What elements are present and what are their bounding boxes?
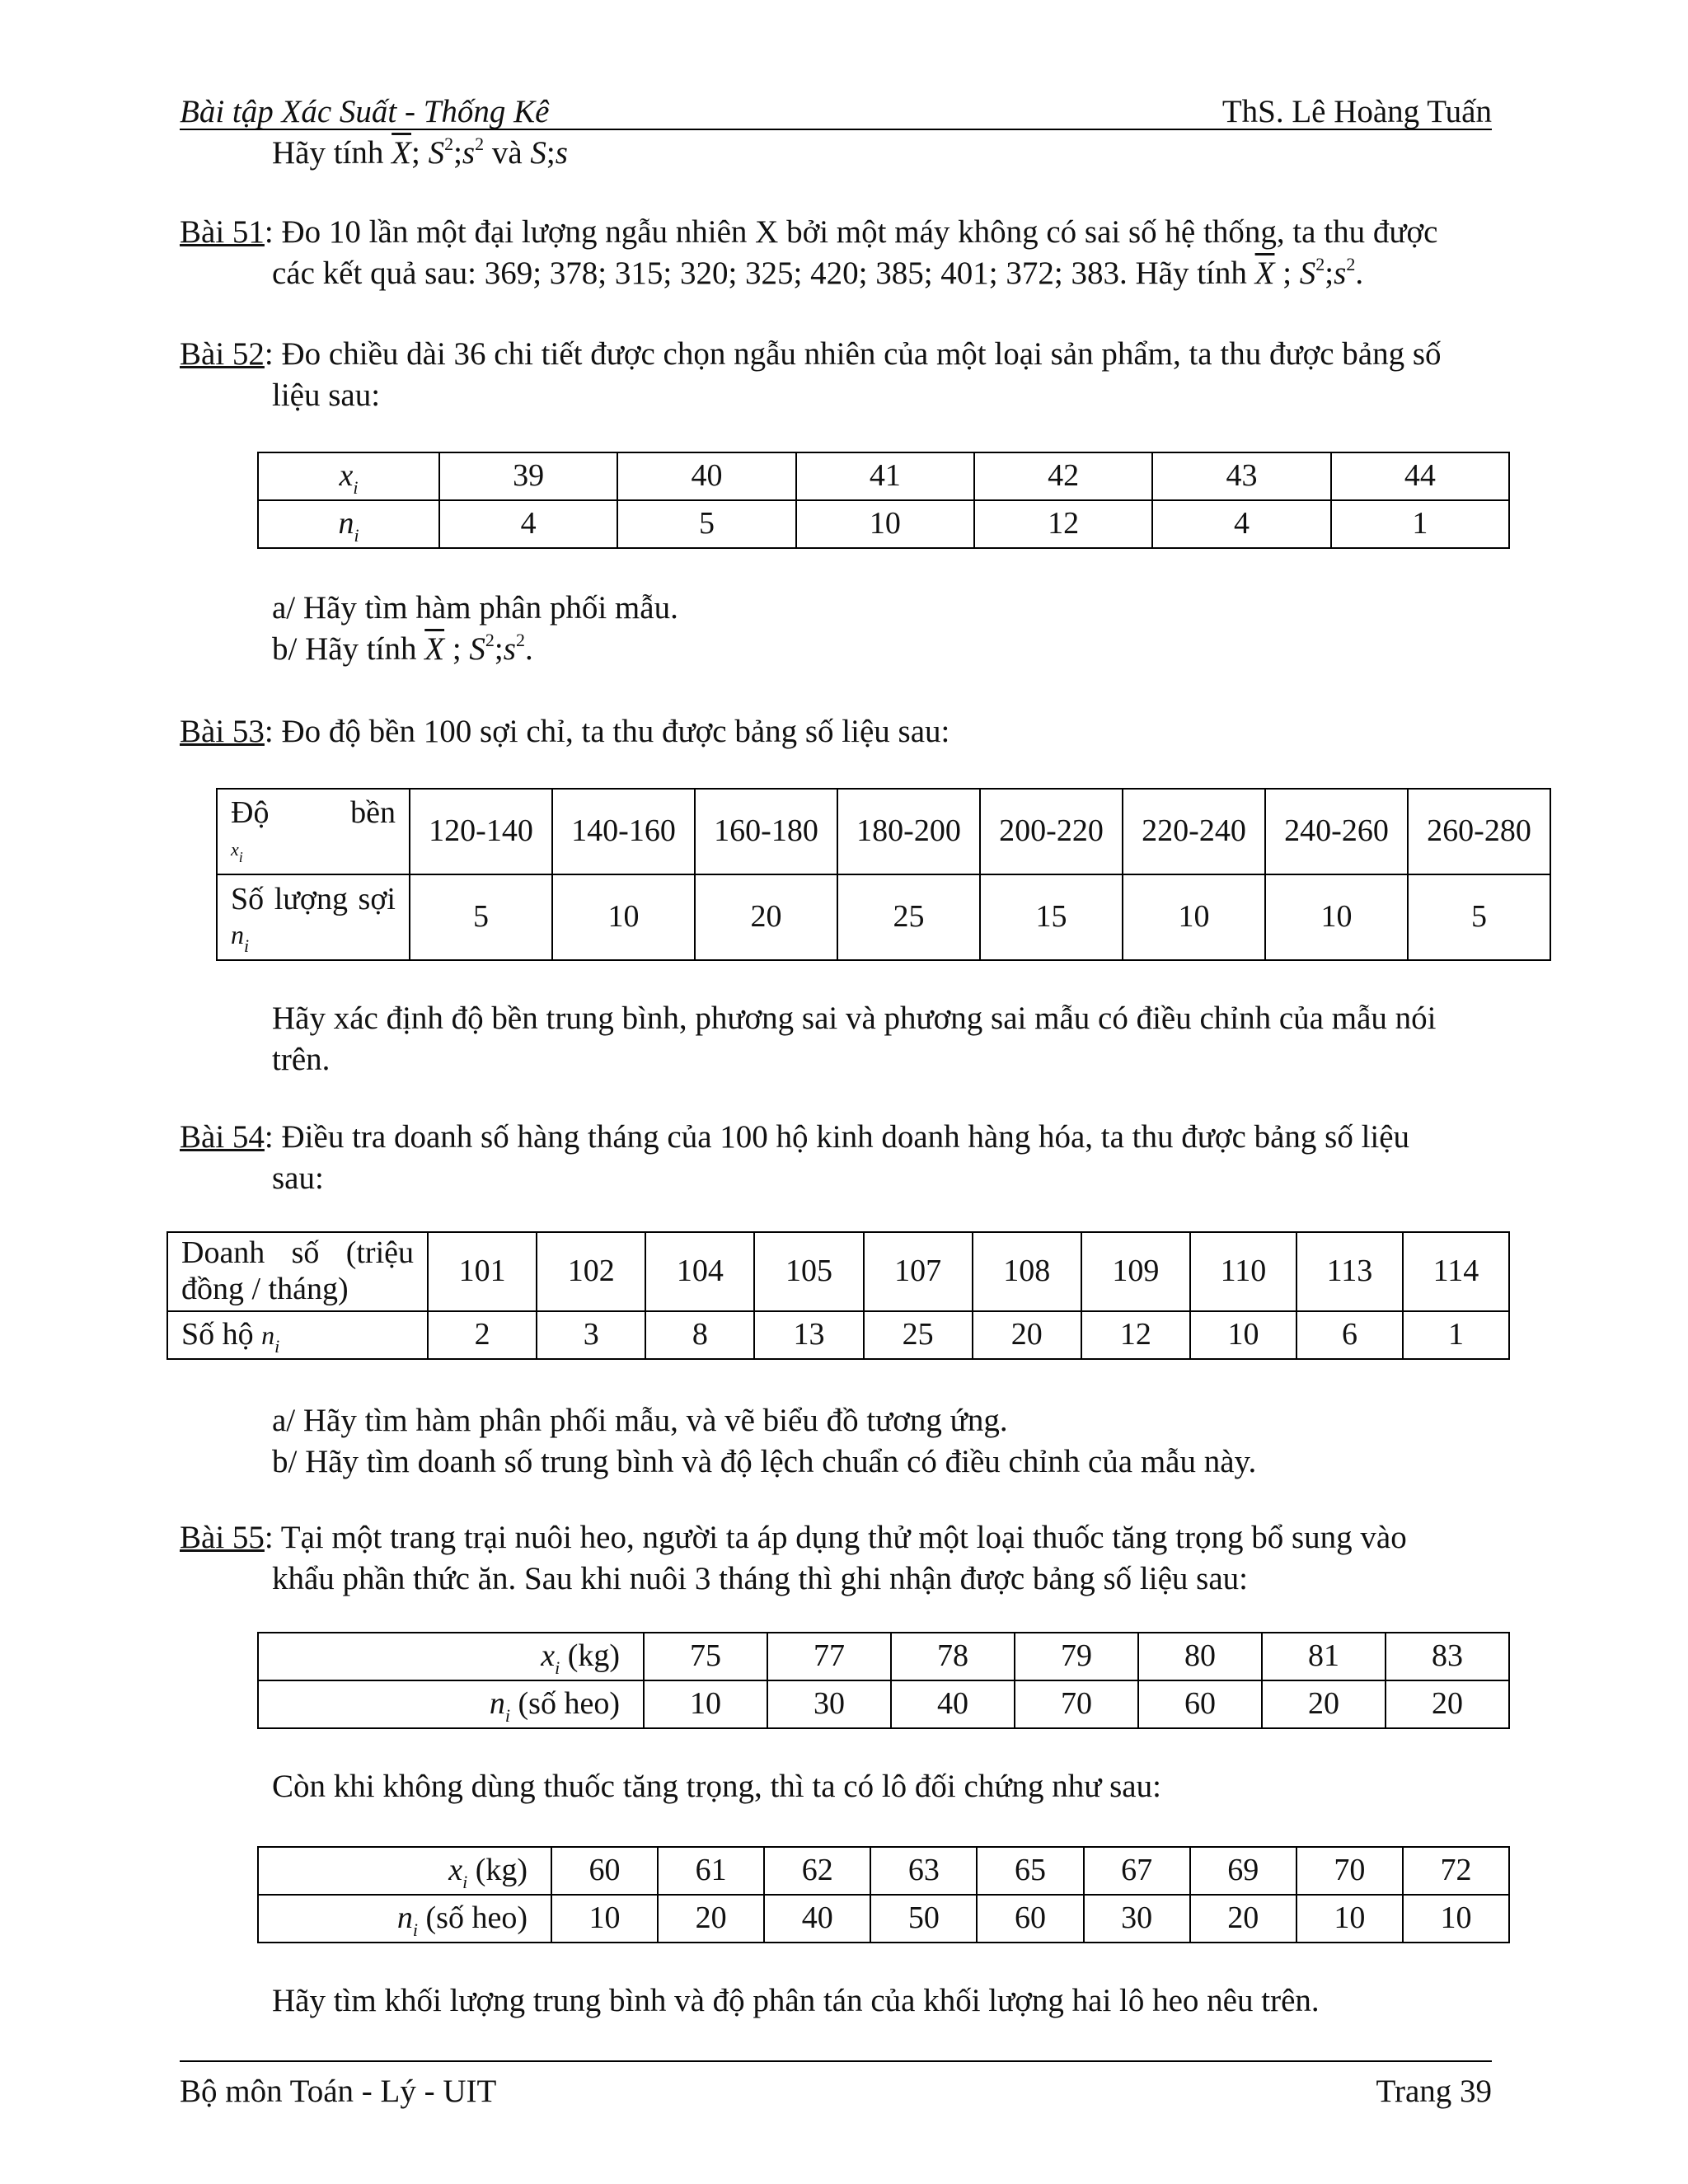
table-cell: 160-180	[695, 789, 837, 874]
table-cell: 2	[428, 1311, 537, 1359]
table-cell: 10	[1403, 1895, 1509, 1943]
b52-label: Bài 52	[180, 336, 265, 372]
table-cell: 79	[1015, 1633, 1138, 1680]
table-cell: 140-160	[552, 789, 695, 874]
table-cell: 70	[1296, 1847, 1403, 1895]
table-cell: 10	[1190, 1311, 1296, 1359]
table-cell: 12	[974, 500, 1152, 548]
b55-mid: Còn khi không dùng thuốc tăng trọng, thì ta có lô đối chứng như sau:	[272, 1769, 1161, 1804]
table-cell: 104	[645, 1232, 754, 1311]
b54-line2: sau:	[272, 1160, 324, 1196]
b53-q1: Hãy xác định độ bền trung bình, phương sai và phương sai mẫu có điều chỉnh của mẫu nói	[272, 1001, 1437, 1036]
table-cell: 30	[1084, 1895, 1190, 1943]
table-cell: 102	[537, 1232, 645, 1311]
table-cell: 13	[754, 1311, 863, 1359]
table-cell: 1	[1403, 1311, 1509, 1359]
top-line: Hãy tính $\overline{X}$; $S^2;s^2$ và S;s	[272, 134, 568, 171]
table-cell: 70	[1015, 1680, 1138, 1728]
table-cell: 50	[870, 1895, 977, 1943]
table-cell: 43	[1152, 452, 1330, 500]
table-cell: 62	[764, 1847, 870, 1895]
table-cell: 12	[1081, 1311, 1190, 1359]
table-cell: 72	[1403, 1847, 1509, 1895]
table-cell: 180-200	[837, 789, 980, 874]
table-cell: 220-240	[1123, 789, 1265, 874]
b53-q2: trên.	[272, 1042, 331, 1077]
b55-t2-row-n	[258, 1895, 1509, 1943]
table-cell: 40	[764, 1895, 870, 1943]
b55-q: Hãy tìm khối lượng trung bình và độ phân tán của khối lượng hai lô heo nêu trên.	[272, 1983, 1320, 2018]
table-cell: 41	[796, 452, 974, 500]
table-cell: 101	[428, 1232, 537, 1311]
table-cell: 113	[1296, 1232, 1403, 1311]
b55-t1-head-x: $x_i$ (kg)	[258, 1633, 644, 1680]
table-cell: 65	[977, 1847, 1083, 1895]
table-cell: 5	[410, 874, 552, 960]
table-cell: 83	[1386, 1633, 1509, 1680]
table-cell: 20	[1190, 1895, 1296, 1943]
b52-head-n: $n_i$	[258, 500, 439, 548]
table-cell: 10	[1265, 874, 1408, 960]
table-cell: 20	[695, 874, 837, 960]
table-cell: 1	[1331, 500, 1509, 548]
b55-line1: Bài 55: Tại một trang trại nuôi heo, người ta áp dụng thử một loại thuốc tăng trọng bổ sung vào	[180, 1520, 1407, 1555]
table-cell: 10	[1296, 1895, 1403, 1943]
table-cell: 4	[439, 500, 617, 548]
table-cell: 107	[864, 1232, 973, 1311]
table-cell: 61	[658, 1847, 764, 1895]
b55-table-control	[257, 1846, 1510, 1943]
b53-row-n	[217, 874, 1550, 960]
table-cell: 20	[973, 1311, 1081, 1359]
table-cell: 108	[973, 1232, 1081, 1311]
b52-qb: b/ Hãy tính $\overline{X}$ ; $S^2;s^2$.	[272, 630, 533, 667]
footer-department: Bộ môn Toán - Lý - UIT	[180, 2074, 497, 2109]
b53-head-x: Độ bền xi	[217, 789, 410, 874]
b54-head-x: Doanh số (triệu đồng / tháng)	[167, 1232, 428, 1311]
b55-line2: khẩu phần thức ăn. Sau khi nuôi 3 tháng thì ghi nhận được bảng số liệu sau:	[272, 1561, 1248, 1596]
table-cell: 5	[1408, 874, 1550, 960]
table-cell: 75	[644, 1633, 767, 1680]
b53-table	[216, 788, 1551, 961]
table-cell: 15	[980, 874, 1123, 960]
b55-label: Bài 55	[180, 1520, 265, 1555]
table-cell: 8	[645, 1311, 754, 1359]
header-title: Bài tập Xác Suất - Thống Kê	[180, 94, 550, 129]
b55-t2-row-x	[258, 1847, 1509, 1895]
table-cell: 81	[1262, 1633, 1386, 1680]
b52-row-x	[258, 452, 1509, 500]
table-cell: 67	[1084, 1847, 1190, 1895]
b51-line1: Bài 51: Đo 10 lần một đại lượng ngẫu nhiên X bởi một máy không có sai số hệ thống, ta thu được	[180, 214, 1438, 250]
b52-line2: liệu sau:	[272, 377, 381, 413]
table-cell: 120-140	[410, 789, 552, 874]
b54-label: Bài 54	[180, 1119, 265, 1155]
b52-row-n	[258, 500, 1509, 548]
b52-line1: Bài 52: Đo chiều dài 36 chi tiết được chọn ngẫu nhiên của một loại sản phẩm, ta thu được bảng số	[180, 336, 1442, 372]
table-cell: 30	[767, 1680, 891, 1728]
b54-head-n: Số hộ $n_i$	[167, 1311, 428, 1359]
table-cell: 20	[1262, 1680, 1386, 1728]
b54-line1: Bài 54: Điều tra doanh số hàng tháng của 100 hộ kinh doanh hàng hóa, ta thu được bảng số liệu	[180, 1119, 1410, 1155]
table-cell: 10	[1123, 874, 1265, 960]
table-cell: 20	[1386, 1680, 1509, 1728]
table-cell: 80	[1138, 1633, 1262, 1680]
table-cell: 109	[1081, 1232, 1190, 1311]
table-cell: 200-220	[980, 789, 1123, 874]
header-author: ThS. Lê Hoàng Tuấn	[1221, 94, 1492, 129]
b51-label: Bài 51	[180, 214, 265, 250]
b52-table	[257, 452, 1510, 549]
b55-t1-head-n: $n_i$ (số heo)	[258, 1680, 644, 1728]
table-cell: 6	[1296, 1311, 1403, 1359]
table-cell: 110	[1190, 1232, 1296, 1311]
table-cell: 20	[658, 1895, 764, 1943]
table-cell: 25	[837, 874, 980, 960]
b54-row-n	[167, 1311, 1509, 1359]
table-cell: 42	[974, 452, 1152, 500]
table-cell: 25	[864, 1311, 973, 1359]
b54-qa: a/ Hãy tìm hàm phân phối mẫu, và vẽ biểu đồ tương ứng.	[272, 1403, 1008, 1438]
table-cell: 77	[767, 1633, 891, 1680]
table-cell: 114	[1403, 1232, 1509, 1311]
table-cell: 40	[617, 452, 795, 500]
b55-t2-head-n: $n_i$ (số heo)	[258, 1895, 551, 1943]
table-cell: 10	[796, 500, 974, 548]
page-header	[180, 89, 1492, 130]
b55-t2-head-x: $x_i$ (kg)	[258, 1847, 551, 1895]
table-cell: 60	[551, 1847, 658, 1895]
b51-line2: các kết quả sau: 369; 378; 315; 320; 325; 420; 385; 401; 372; 383. Hãy tính $\overline{X}$ ; $S^2;s^2$.	[272, 254, 1364, 291]
footer-page-number: Trang 39	[1376, 2074, 1492, 2109]
table-cell: 60	[977, 1895, 1083, 1943]
table-cell: 105	[754, 1232, 863, 1311]
table-cell: 5	[617, 500, 795, 548]
b55-t1-row-x	[258, 1633, 1509, 1680]
table-cell: 4	[1152, 500, 1330, 548]
b54-table	[166, 1231, 1510, 1360]
b54-row-x	[167, 1232, 1509, 1311]
b53-head-n: Số lượng sợi $n_i$	[217, 874, 410, 960]
b55-t1-row-n	[258, 1680, 1509, 1728]
table-cell: 63	[870, 1847, 977, 1895]
table-cell: 40	[891, 1680, 1015, 1728]
table-cell: 10	[551, 1895, 658, 1943]
table-cell: 69	[1190, 1847, 1296, 1895]
b53-line1: Bài 53: Đo độ bền 100 sợi chỉ, ta thu được bảng số liệu sau:	[180, 714, 950, 749]
b55-table-treated	[257, 1632, 1510, 1729]
b52-qa: a/ Hãy tìm hàm phân phối mẫu.	[272, 590, 678, 626]
b53-label: Bài 53	[180, 714, 265, 749]
b54-qb: b/ Hãy tìm doanh số trung bình và độ lệch chuẩn có điều chỉnh của mẫu này.	[272, 1444, 1257, 1479]
table-cell: 260-280	[1408, 789, 1550, 874]
x-bar-symbol: $\overline{X}$	[392, 135, 411, 171]
table-cell: 10	[552, 874, 695, 960]
b52-head-x: $x_i$	[258, 452, 439, 500]
table-cell: 39	[439, 452, 617, 500]
table-cell: 78	[891, 1633, 1015, 1680]
table-cell: 240-260	[1265, 789, 1408, 874]
table-cell: 60	[1138, 1680, 1262, 1728]
table-cell: 44	[1331, 452, 1509, 500]
table-cell: 3	[537, 1311, 645, 1359]
table-cell: 10	[644, 1680, 767, 1728]
b53-row-x	[217, 789, 1550, 874]
page-footer	[180, 2060, 1492, 2111]
